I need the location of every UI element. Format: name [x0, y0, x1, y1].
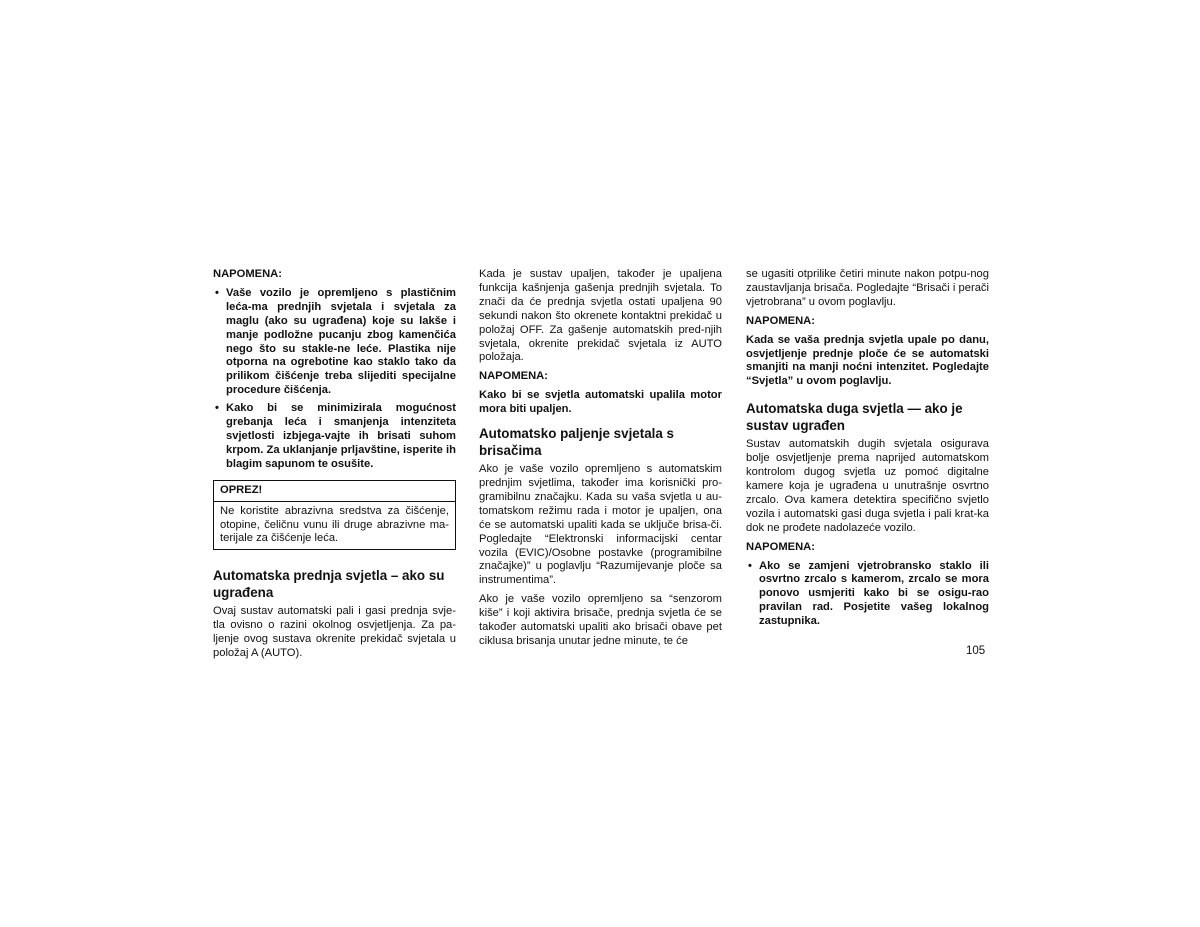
paragraph: Kada je sustav upaljen, također je upaljena funkcija kašnjenja gašenja prednjih svjetala. To znači da će prednja svjetla ostati upaljena 90 sekundi nakon što okrenete kontaktni prekidač u položaj OFF. Za gašenje automatskih pred-njih svjetala, okrenite prekidač svjetala iz AUTO položaja.: [479, 268, 722, 364]
paragraph: se ugasiti otprilike četiri minute nakon potpu-nog zaustavljanja brisača. Pogledajte “Brisači i perači vjetrobrana” u ovom poglavlju.: [746, 268, 989, 308]
note-label: NAPOMENA:: [479, 370, 548, 383]
section-heading-auto-headlights: Automatska prednja svjetla – ako su ugrađena: [213, 568, 445, 600]
list-item: • Kako bi se minimizirala mogućnost grebanja leća i smanjenja intenziteta svjetlosti izbjega-vajte ih brisati suhom krpom. Za uklanjanje prljavštine, isperite ih blagim sapunom te osušite.: [213, 402, 456, 472]
paragraph: Ako je vaše vozilo opremljeno s automatskim prednjim svjetlima, također ima korisnički pro-gramibilnu značajku. Kada su vaša svjetla u au-tomatskom režimu rada i motor je upaljen, ona će se automatski upaliti kada se uključe brisa-či. Pogledajte “Elektronski informacijski centar vozila (EVIC)/Osobne postavke (programibilne značajke)” u poglavlju “Razumijevanje ploče sa instrumentima”.: [479, 463, 722, 587]
note-label: NAPOMENA:: [746, 540, 815, 553]
caution-title: OPREZ!: [214, 481, 455, 502]
note-label: NAPOMENA:: [746, 314, 815, 327]
page-number: 105: [966, 645, 986, 657]
caution-text: Ne koristite abrazivna sredstva za čišćenje, otopine, čeličnu vunu ili druge abrazivne ma-terijale za čišćenje leća.: [220, 504, 449, 545]
list-item: • Ako se zamjeni vjetrobransko staklo ili osvrtno zrcalo s kamerom, zrcalo se mora ponovo usmjeriti kako bi se osigu-rao pravilan rad. Posjetite vašeg lokalnog zastupnika.: [746, 560, 989, 630]
section-heading-wiper-lights: Automatsko paljenje svjetala s brisačima: [479, 426, 674, 458]
paragraph: Sustav automatskih dugih svjetala osigurava bolje osvjetljenje prema naprijed automatskom kontrolom dugog svjetla uz pomoć digitalne kamere koja je ugrađena u unutrašnje osvrtno zrcalo. Ova kamera detektira specifično svjetlo vozila i automatski gasi duga svjetla i pali krat-ka dok ne prođete nadolazeće vozilo.: [746, 438, 989, 534]
section-heading-auto-high-beams: Automatska duga svjetla — ako je sustav ugrađen: [746, 401, 963, 433]
paragraph: Ako je vaše vozilo opremljeno sa “senzorom kiše” i koji aktivira brisače, prednja svjetla će se također automatski upaliti ako brisači obave pet ciklusa brisanja unutar jedne minute, te će: [479, 593, 722, 647]
paragraph: Ovaj sustav automatski pali i gasi prednja svje-tla ovisno o razini okolnog osvjetljenja. Za pa-ljenje ovog sustava okrenite prekidač svjetala u položaj A (AUTO).: [213, 605, 456, 660]
column-middle: [479, 268, 722, 654]
column-right: [746, 268, 989, 637]
list-item: • Vaše vozilo je opremljeno s plastičnim leća-ma prednjih svjetala i svjetala za maglu (ako su ugrađena) koje su lakše i manje podložne pucanju zbog kamenčića nego što su stakle-ne leće. Plastika nije otporna na ogrebotine kao staklo tako da prilikom čišćenje treba slijediti specijalne procedure čišćenja.: [213, 287, 456, 398]
note-text: Kako bi se svjetla automatski upalila motor mora biti upaljen.: [479, 389, 722, 416]
note-bullet-list: [746, 560, 989, 630]
note-bullet-list: [213, 287, 456, 472]
note-text: Kada se vaša prednja svjetla upale po danu, osvjetljenje prednje ploče će se automatski smanjiti na manji noćni intenzitet. Pogledajte “Svjetla” u ovom poglavlju.: [746, 333, 989, 388]
note-label: NAPOMENA:: [213, 268, 282, 280]
column-left: [213, 268, 456, 666]
caution-box: [213, 480, 456, 551]
